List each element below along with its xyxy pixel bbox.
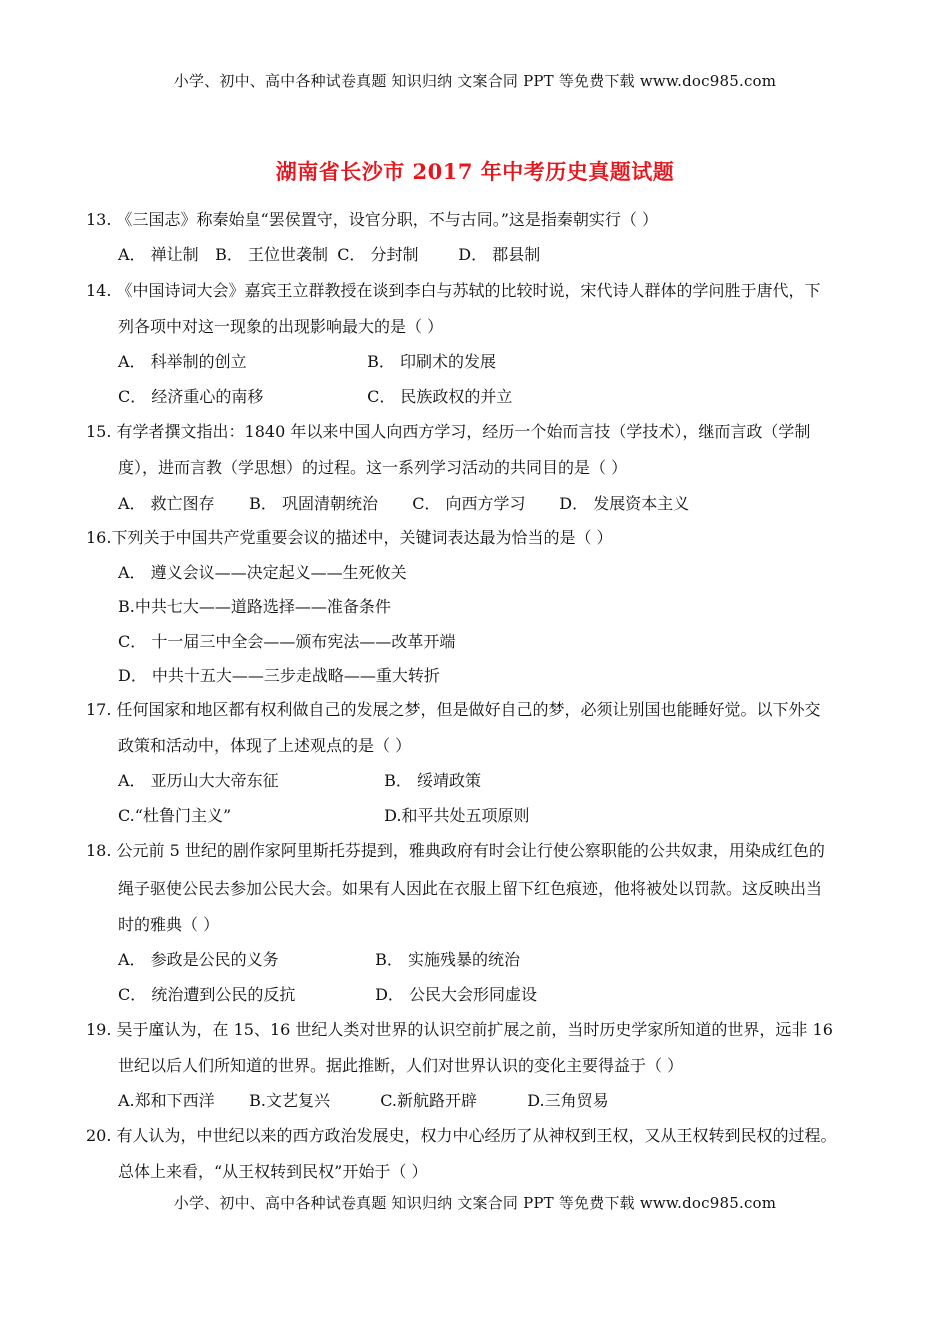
question-19-options [118, 1088, 609, 1111]
question-15-options [118, 491, 689, 514]
question-16-option: B.中共七大——道路选择——准备条件 [118, 597, 391, 616]
question-15-text: 度），进而言教（学思想）的过程。这一系列学习活动的共同目的是（ ） [118, 458, 628, 477]
option: A． 科举制的创立 [118, 352, 247, 371]
question-19-text: 世纪以后人们所知道的世界。据此推断，人们对世界认识的变化主要得益于（ ） [118, 1056, 684, 1075]
question-17-text: 17. 任何国家和地区都有权利做自己的发展之梦，但是做好自己的梦，必须让别国也能睡好觉。以下外交 [86, 700, 821, 719]
question-18-text: 时的雅典（ ） [118, 915, 220, 934]
question-17-text: 政策和活动中，体现了上述观点的是（ ） [118, 736, 412, 755]
option: D.三角贸易 [527, 1091, 609, 1110]
option: A． 禅让制 [118, 245, 199, 264]
page-footer: 小学、初中、高中各种试卷真题 知识归纳 文案合同 PPT 等免费下载 www.doc985.com [173, 1194, 777, 1212]
page-header: 小学、初中、高中各种试卷真题 知识归纳 文案合同 PPT 等免费下载 www.doc985.com [173, 72, 777, 90]
question-17-options [118, 768, 481, 791]
question-18-options [118, 947, 520, 970]
question-19-text: 19. 吴于廑认为，在 15、16 世纪人类对世界的认识空前扩展之前，当时历史学家所知道的世界，远非 16 [86, 1020, 833, 1039]
option: C． 民族政权的并立 [367, 387, 513, 406]
question-20-text: 20. 有人认为，中世纪以来的西方政治发展史，权力中心经历了从神权到王权，又从王权转到民权的过程。 [86, 1126, 837, 1145]
question-18-options [118, 982, 537, 1005]
option: A． 参政是公民的义务 [118, 950, 279, 969]
option: C.“杜鲁门主义” [118, 806, 232, 825]
question-14-text: 14. 《中国诗词大会》嘉宾王立群教授在谈到李白与苏轼的比较时说，宋代诗人群体的学问胜于唐代，下 [86, 281, 821, 300]
option: D． 发展资本主义 [559, 494, 690, 513]
option: B． 印刷术的发展 [367, 352, 496, 371]
question-16-text: 16.下列关于中国共产党重要会议的描述中，关键词表达最为恰当的是（ ） [86, 528, 613, 547]
option: B． 实施残暴的统治 [375, 950, 520, 969]
question-14-options [118, 384, 512, 407]
option: C． 经济重心的南移 [118, 387, 264, 406]
option: D． 公民大会形同虚设 [375, 985, 538, 1004]
question-18-text: 绳子驱使公民去参加公民大会。如果有人因此在衣服上留下红色痕迹，他将被处以罚款。这反映出当 [118, 879, 823, 898]
question-16-option: C． 十一届三中全会——颁布宪法——改革开端 [118, 632, 456, 651]
option: B． 巩固清朝统治 [249, 494, 378, 513]
question-16-option: D． 中共十五大——三步走战略——重大转折 [118, 666, 440, 685]
option: C.新航路开辟 [380, 1091, 477, 1110]
option: C． 向西方学习 [412, 494, 526, 513]
option: B． 绥靖政策 [384, 771, 481, 790]
page-title: 湖南省长沙市 2017 年中考历史真题试题 [275, 159, 675, 184]
question-16-option: A． 遵义会议——决定起义——生死攸关 [118, 563, 407, 582]
question-18-text: 18. 公元前 5 世纪的剧作家阿里斯托芬提到，雅典政府有时会让行使公察职能的公共奴隶，用染成红色的 [86, 841, 825, 860]
question-17-options [118, 803, 529, 826]
option: A． 救亡图存 [118, 494, 215, 513]
question-14-options [118, 349, 496, 372]
question-20-text: 总体上来看，“从王权转到民权”开始于（ ） [118, 1162, 428, 1181]
question-13-options [118, 242, 540, 265]
option: A． 亚历山大大帝东征 [118, 771, 279, 790]
option: D.和平共处五项原则 [384, 806, 530, 825]
option: D． 郡县制 [458, 245, 541, 264]
option: A.郑和下西洋 [118, 1091, 215, 1110]
option: C． 统治遭到公民的反抗 [118, 985, 296, 1004]
question-14-text: 列各项中对这一现象的出现影响最大的是（ ） [118, 317, 444, 336]
option: C． 分封制 [337, 245, 419, 264]
option: B.文艺复兴 [249, 1091, 330, 1110]
option: B． 王位世袭制 [215, 245, 328, 264]
question-15-text: 15. 有学者撰文指出：1840 年以来中国人向西方学习，经历一个始而言技（学技术），继而言政（学制 [86, 422, 811, 441]
question-13-text: 13. 《三国志》称秦始皇“罢侯置守，设官分职，不与古同。”这是指秦朝实行（ ） [86, 210, 658, 229]
